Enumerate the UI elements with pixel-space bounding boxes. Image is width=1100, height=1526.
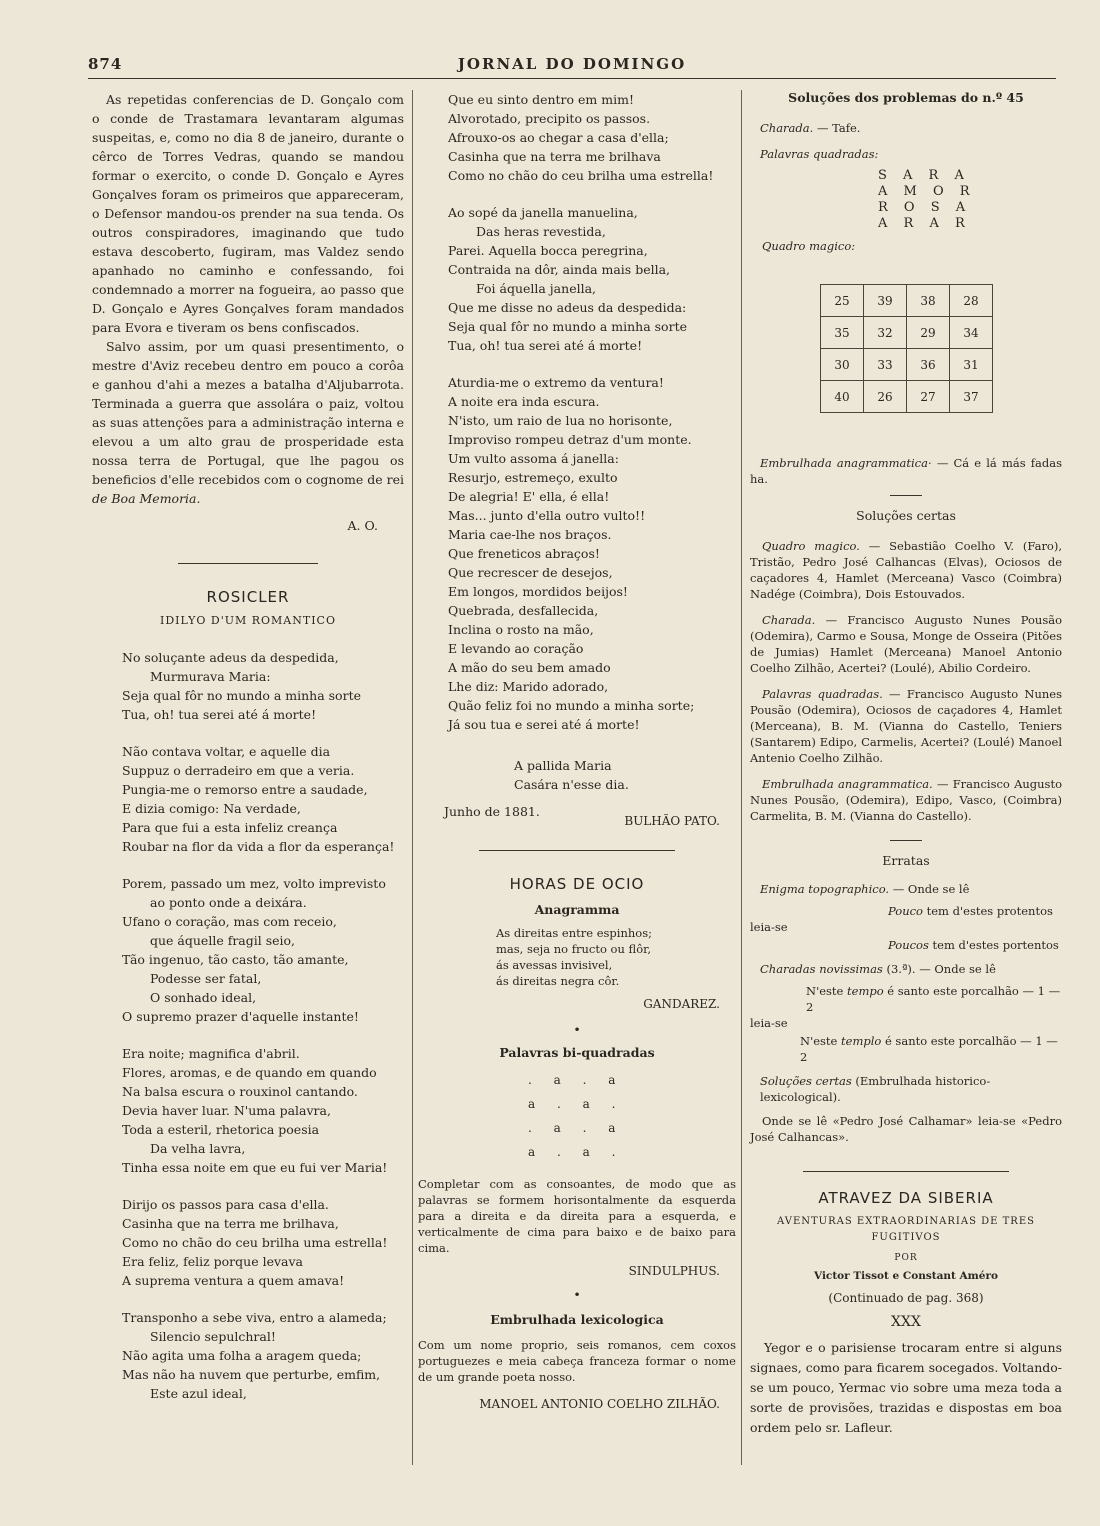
verse-line: Como no chão do ceu brilha uma estrella! (448, 168, 714, 183)
cognome: de Boa Memoria. (92, 491, 201, 506)
verse-line: Dirijo os passos para casa d'ella. (122, 1197, 329, 1212)
verse-line: mas, seja no fructo ou flôr, (496, 942, 652, 956)
verse-line: ao ponto onde a deixára. (150, 895, 307, 910)
verse-line: Parei. Aquella bocca peregrina, (448, 243, 648, 258)
serial-text: Yegor e o parisiense trocaram entre si alguns signaes, como para ficarem socegados. Voltando-se um pouco, Yermac vio sobre uma meza toda a sorte de provisões, trazidas e dispostas em boa ordem pelo sr. Lafleur. (750, 1340, 1062, 1435)
square-row: A R A R (878, 216, 971, 231)
verse-line: Alvorotado, precipito os passos. (448, 111, 651, 126)
puzzle-author: GANDAREZ. (643, 997, 720, 1011)
serial-continued: (Continuado de pag. 368) (828, 1291, 984, 1305)
verse-line: A suprema ventura a quem amava! (122, 1273, 345, 1288)
puzzle-author: MANOEL ANTONIO COELHO ZILHÃO. (479, 1397, 720, 1411)
certas-entry: Quadro magico. — Sebastião Coelho V. (Faro), Tristão, Pedro José Calhancas (Elvas), Ociosos de caçadores 4, Hamlet (Merceana) Vasco (Coimbra) Nadége (Coimbra), Dois Estouvados. (750, 539, 1063, 601)
verse-line: Tinha essa noite em que eu fui ver Maria! (122, 1160, 388, 1175)
certas-entry: Charada. — Francisco Augusto Nunes Pousão (Odemira), Carmo e Sousa, Monge de Osseira (Pitões de Jumias) Hamlet (Merceana) Manoel Antonio Coelho Zilhão, Acertei? (Loulé), Abilio Cordeiro. (750, 613, 1063, 675)
section-rule (803, 1171, 1009, 1172)
chapter-number: XXX (891, 1314, 921, 1330)
page-header (88, 55, 1056, 77)
verse-line: Era noite; magnifica d'abril. (122, 1046, 300, 1061)
verse-line: Foi áquella janella, (476, 281, 597, 296)
verse-line: A noite era inda escura. (448, 394, 600, 409)
verse-line: Quão feliz foi no mundo a minha sorte; (448, 698, 695, 713)
errata-entry: Enigma topographico. — Onde se lê (760, 882, 970, 896)
certas-entry: Embrulhada anagrammatica. — Francisco Augusto Nunes Pousão, (Odemira), Edipo, Vasco, (Coimbra) Carmelita, B. M. (Vianna do Castello). (750, 777, 1062, 823)
errata-line: N'este templo é santo este porcalhão — 1 — 2 (800, 1034, 1058, 1064)
verse-line: As direitas entre espinhos; (496, 926, 652, 940)
errata-entry: Soluções certas (Embrulhada historico-lexicological). (760, 1074, 991, 1104)
verse-line: Mas não ha nuvem que perturbe, emfim, (122, 1367, 381, 1382)
verse-line: Na balsa escura o rouxinol cantando. (122, 1084, 358, 1099)
serial-subtitle: AVENTURAS EXTRAORDINARIAS DE TRES FUGITIVOS (777, 1216, 1035, 1243)
verse-line: Não agita uma folha a aragem queda; (122, 1348, 362, 1363)
separator-dot: • (573, 1287, 581, 1302)
verse-line: Porem, passado um mez, volto imprevisto (122, 876, 386, 891)
verse-line: E levando ao coração (448, 641, 584, 656)
verse-line: Das heras revestida, (476, 224, 606, 239)
puzzle-title: Anagramma (534, 902, 620, 917)
section-rule (178, 563, 318, 564)
verse-line: Improviso rompeu detraz d'um monte. (448, 432, 692, 447)
poem-title: ROSICLER (206, 588, 290, 606)
verse-line: Devia haver luar. N'uma palavra, (122, 1103, 331, 1118)
verse-line: Pungia-me o remorso entre a saudade, (122, 782, 368, 797)
verse-line: Casinha que na terra me brilhava, (122, 1216, 339, 1231)
verse-line: Flores, aromas, e de quando em quando (122, 1065, 377, 1080)
square-row: S A R A (878, 168, 970, 183)
verse-line: Que freneticos abraços! (448, 546, 600, 561)
verse-line: O sonhado ideal, (150, 990, 257, 1005)
verse-line: E dizia comigo: Na verdade, (122, 801, 301, 816)
errata-leia: leia-se (750, 920, 788, 934)
column-divider (412, 90, 413, 1465)
verse-line: Mas... junto d'ella outro vulto!! (448, 508, 646, 523)
stanza (122, 648, 404, 724)
section-title: HORAS DE OCIO (509, 875, 645, 893)
page-number: 874 (88, 55, 123, 73)
stanza (448, 90, 736, 185)
header-rule (88, 78, 1056, 79)
verse-line: Era feliz, feliz porque levava (122, 1254, 304, 1269)
verse-line: Toda a esteril, rhetorica poesia (122, 1122, 320, 1137)
errata-line: Poucos tem d'estes portentos (888, 938, 1059, 952)
verse-line: Resurjo, estremeço, exulto (448, 470, 618, 485)
verse-line: Seja qual fôr no mundo a minha sorte (448, 319, 687, 334)
column-3 (750, 90, 1062, 1438)
column-2 (418, 90, 736, 1414)
solution-answer: — Tafe. (816, 121, 861, 135)
separator-dot: • (573, 1022, 581, 1037)
article-paragraph: As repetidas conferencias de D. Gonçalo com o conde de Trastamara levantaram algumas suspeitas, e, como no dia 8 de janeiro, durante o cêrco de Torres Vedras, quando se mandou formar o exercito, o conde D. Gonçalo e Ayres Gonçalves foram os primeiros que appareceram, o Defensor mandou-os prender na sua tenda. Os outros conspiradores, imaginando que tudo estava descoberto, fugiram, mas Valdez sendo apanhado no caminho e confessando, foi condemnado a morrer na fogueira, ao passo que D. Gonçalo e Ayres Gonçalves foram mandados para Evora e tiveram os bens confiscados. (92, 92, 404, 335)
verse-line: ás direitas negra côr. (496, 974, 620, 988)
verse-line: Aturdia-me o extremo da ventura! (448, 375, 664, 390)
verse-line: Roubar na flor da vida a flor da esperança! (122, 839, 395, 854)
grid-row: . a . a (528, 1073, 616, 1087)
verse-line: Inclina o rosto na mão, (448, 622, 594, 637)
section-rule (479, 850, 675, 851)
closing-line: Casára n'esse dia. (514, 777, 629, 792)
verse-line: A mão do seu bem amado (448, 660, 611, 675)
grid-row: a . a . (528, 1097, 616, 1111)
verse-line: Em longos, mordidos beijos! (448, 584, 628, 599)
verse-line: Tua, oh! tua serei até á morte! (122, 707, 317, 722)
puzzle-text: Com um nome proprio, seis romanos, cem coxos portuguezes e meia cabeça franceza formar o nome de um grande poeta nosso. (418, 1338, 736, 1384)
poem-subtitle: IDILYO D'UM ROMANTICO (159, 614, 336, 627)
section-rule (890, 495, 922, 496)
stanza (122, 1044, 404, 1177)
stanza (122, 874, 404, 1026)
puzzle-title: Embrulhada lexicologica (490, 1312, 664, 1327)
stanza (122, 742, 404, 856)
verse-line: Ufano o coração, mas com receio, (122, 914, 337, 929)
solutions-title: Soluções dos problemas do n.º 45 (788, 90, 1024, 105)
puzzle-text: Completar com as consoantes, de modo que as palavras se formem horisontalmente da esquerda para a direita e da direita para a esquerda, e verticalmente de cima para baixo e de baixo para cima. (418, 1177, 736, 1255)
article-paragraph: Salvo assim, por um quasi presentimento, o mestre d'Aviz recebeu dentro em pouco a corôa e ganhou d'ahi a mezes a batalha d'Aljubarrota. Terminada a guerra que assolára o paiz, voltou as suas attenções para a administração interna e elevou a um alto grau de prosperidade esta nossa terra de Portugal, que lhe pagou os beneficios d'elle recebidos com o cognome de rei de Boa Memoria. (92, 339, 404, 506)
poem-stanzas (92, 648, 404, 1403)
poem-footer (418, 798, 736, 836)
poem-date: Junho de 1881. (444, 804, 540, 819)
verse-line: Tua, oh! tua serei até á morte! (448, 338, 643, 353)
erratas-title: Erratas (882, 853, 930, 868)
verse-line: Este azul ideal, (150, 1386, 247, 1401)
verse-line: Murmurava Maria: (150, 669, 271, 684)
verse-line: Quebrada, desfallecida, (448, 603, 599, 618)
verse-line: Lhe diz: Marido adorado, (448, 679, 609, 694)
errata-leia: leia-se (750, 1016, 788, 1030)
stanza (448, 373, 736, 734)
closing-line: A pallida Maria (514, 758, 612, 773)
verse-line: Como no chão do ceu brilha uma estrella! (122, 1235, 388, 1250)
journal-title: JORNAL DO DOMINGO (457, 55, 687, 73)
verse-line: que áquelle fragil seio, (150, 933, 296, 948)
verse-line: Suppuz o derradeiro em que a veria. (122, 763, 355, 778)
verse-line: ás avessas invisivel, (496, 958, 613, 972)
serial-authors: Victor Tissot e Constant Améro (813, 1270, 999, 1282)
errata-line: Pouco tem d'estes protentos (888, 904, 1053, 918)
magic-square: 25 39 38 28 35 32 29 34 30 33 36 31 40 26 27 37 (820, 284, 993, 413)
stanza (122, 1308, 404, 1403)
verse-line: Que recrescer de desejos, (448, 565, 613, 580)
verse-line: Transponho a sebe viva, entro a alameda; (122, 1310, 387, 1325)
verse-line: No soluçante adeus da despedida, (122, 650, 339, 665)
verse-line: Um vulto assoma á janella: (448, 451, 619, 466)
verse-line: Da velha lavra, (150, 1141, 246, 1156)
verse-line: Podesse ser fatal, (150, 971, 262, 986)
section-rule (890, 840, 922, 841)
verse-line: De alegria! E' ella, é ella! (448, 489, 610, 504)
square-row: R O S A (878, 200, 972, 215)
verse-line: Maria cae-lhe nos braços. (448, 527, 612, 542)
verse-line: Para que fui a esta infeliz creança (122, 820, 338, 835)
stanza (448, 203, 736, 355)
puzzle-title: Palavras bi-quadradas (499, 1045, 655, 1060)
verse-line: Seja qual fôr no mundo a minha sorte (122, 688, 361, 703)
verse-line: Já sou tua e serei até á morte! (448, 717, 640, 732)
charada-solution (750, 120, 1062, 136)
verse-line: Não contava voltar, e aquelle dia (122, 744, 331, 759)
poem-stanzas (418, 90, 736, 734)
verse-line: Ao sopé da janella manuelina, (448, 205, 638, 220)
poem-closing (418, 756, 736, 794)
verse-line: Casinha que na terra me brilhava (448, 149, 661, 164)
certas-entry: Palavras quadradas. — Francisco Augusto Nunes Pousão (Odemira), Ociosos de caçadores 4, Hamlet (Merceana), B. M. (Vianna do Castello, Teniers (Santarem) Edipo, Carmelis, Acertei? (Loulé) Manoel Antenio Coelho Zilhão. (750, 687, 1063, 765)
errata-line: N'este tempo é santo este porcalhão — 1 — 2 (806, 984, 1061, 1014)
verse-line: O supremo prazer d'aquelle instante! (122, 1009, 359, 1024)
verse-line: Tão ingenuo, tão casto, tão amante, (122, 952, 349, 967)
verse-line: N'isto, um raio de lua no horisonte, (448, 413, 673, 428)
serial-por: POR (894, 1253, 918, 1263)
poem-author: BULHÃO PATO. (624, 814, 720, 828)
solution-label: Charada. (760, 121, 814, 135)
biquadrada-grid (418, 1068, 736, 1164)
verse-line: Afrouxo-os ao chegar a casa d'ella; (448, 130, 669, 145)
certas-title: Soluções certas (856, 508, 956, 523)
emb-solution: Embrulhada anagrammatica· — Cá e lá más fadas ha. (750, 456, 1063, 486)
verse-line: Silencio sepulchral! (150, 1329, 276, 1344)
square-words (750, 168, 1062, 232)
errata-entry: Onde se lê «Pedro José Calhamar» leia-se «Pedro José Calhancas». (750, 1114, 1062, 1144)
column-1 (92, 90, 404, 1403)
anagram-verse (418, 925, 736, 989)
grid-row: a . a . (528, 1145, 616, 1159)
puzzle-author: SINDULPHUS. (628, 1264, 720, 1278)
pq-label: Palavras quadradas: (760, 147, 879, 161)
serial-title: ATRAVEZ DA SIBERIA (818, 1189, 994, 1207)
errata-entry: Charadas novissimas (3.ª). — Onde se lê (760, 962, 996, 976)
square-row: A M O R (878, 184, 976, 199)
grid-row: . a . a (528, 1121, 616, 1135)
qm-label: Quadro magico: (762, 239, 856, 253)
verse-line: Que eu sinto dentro em mim! (448, 92, 634, 107)
article-signature: A. O. (347, 518, 378, 533)
verse-line: Contraida na dôr, ainda mais bella, (448, 262, 671, 277)
verse-line: Que me disse no adeus da despedida: (448, 300, 687, 315)
column-divider (741, 90, 742, 1465)
stanza (122, 1195, 404, 1290)
